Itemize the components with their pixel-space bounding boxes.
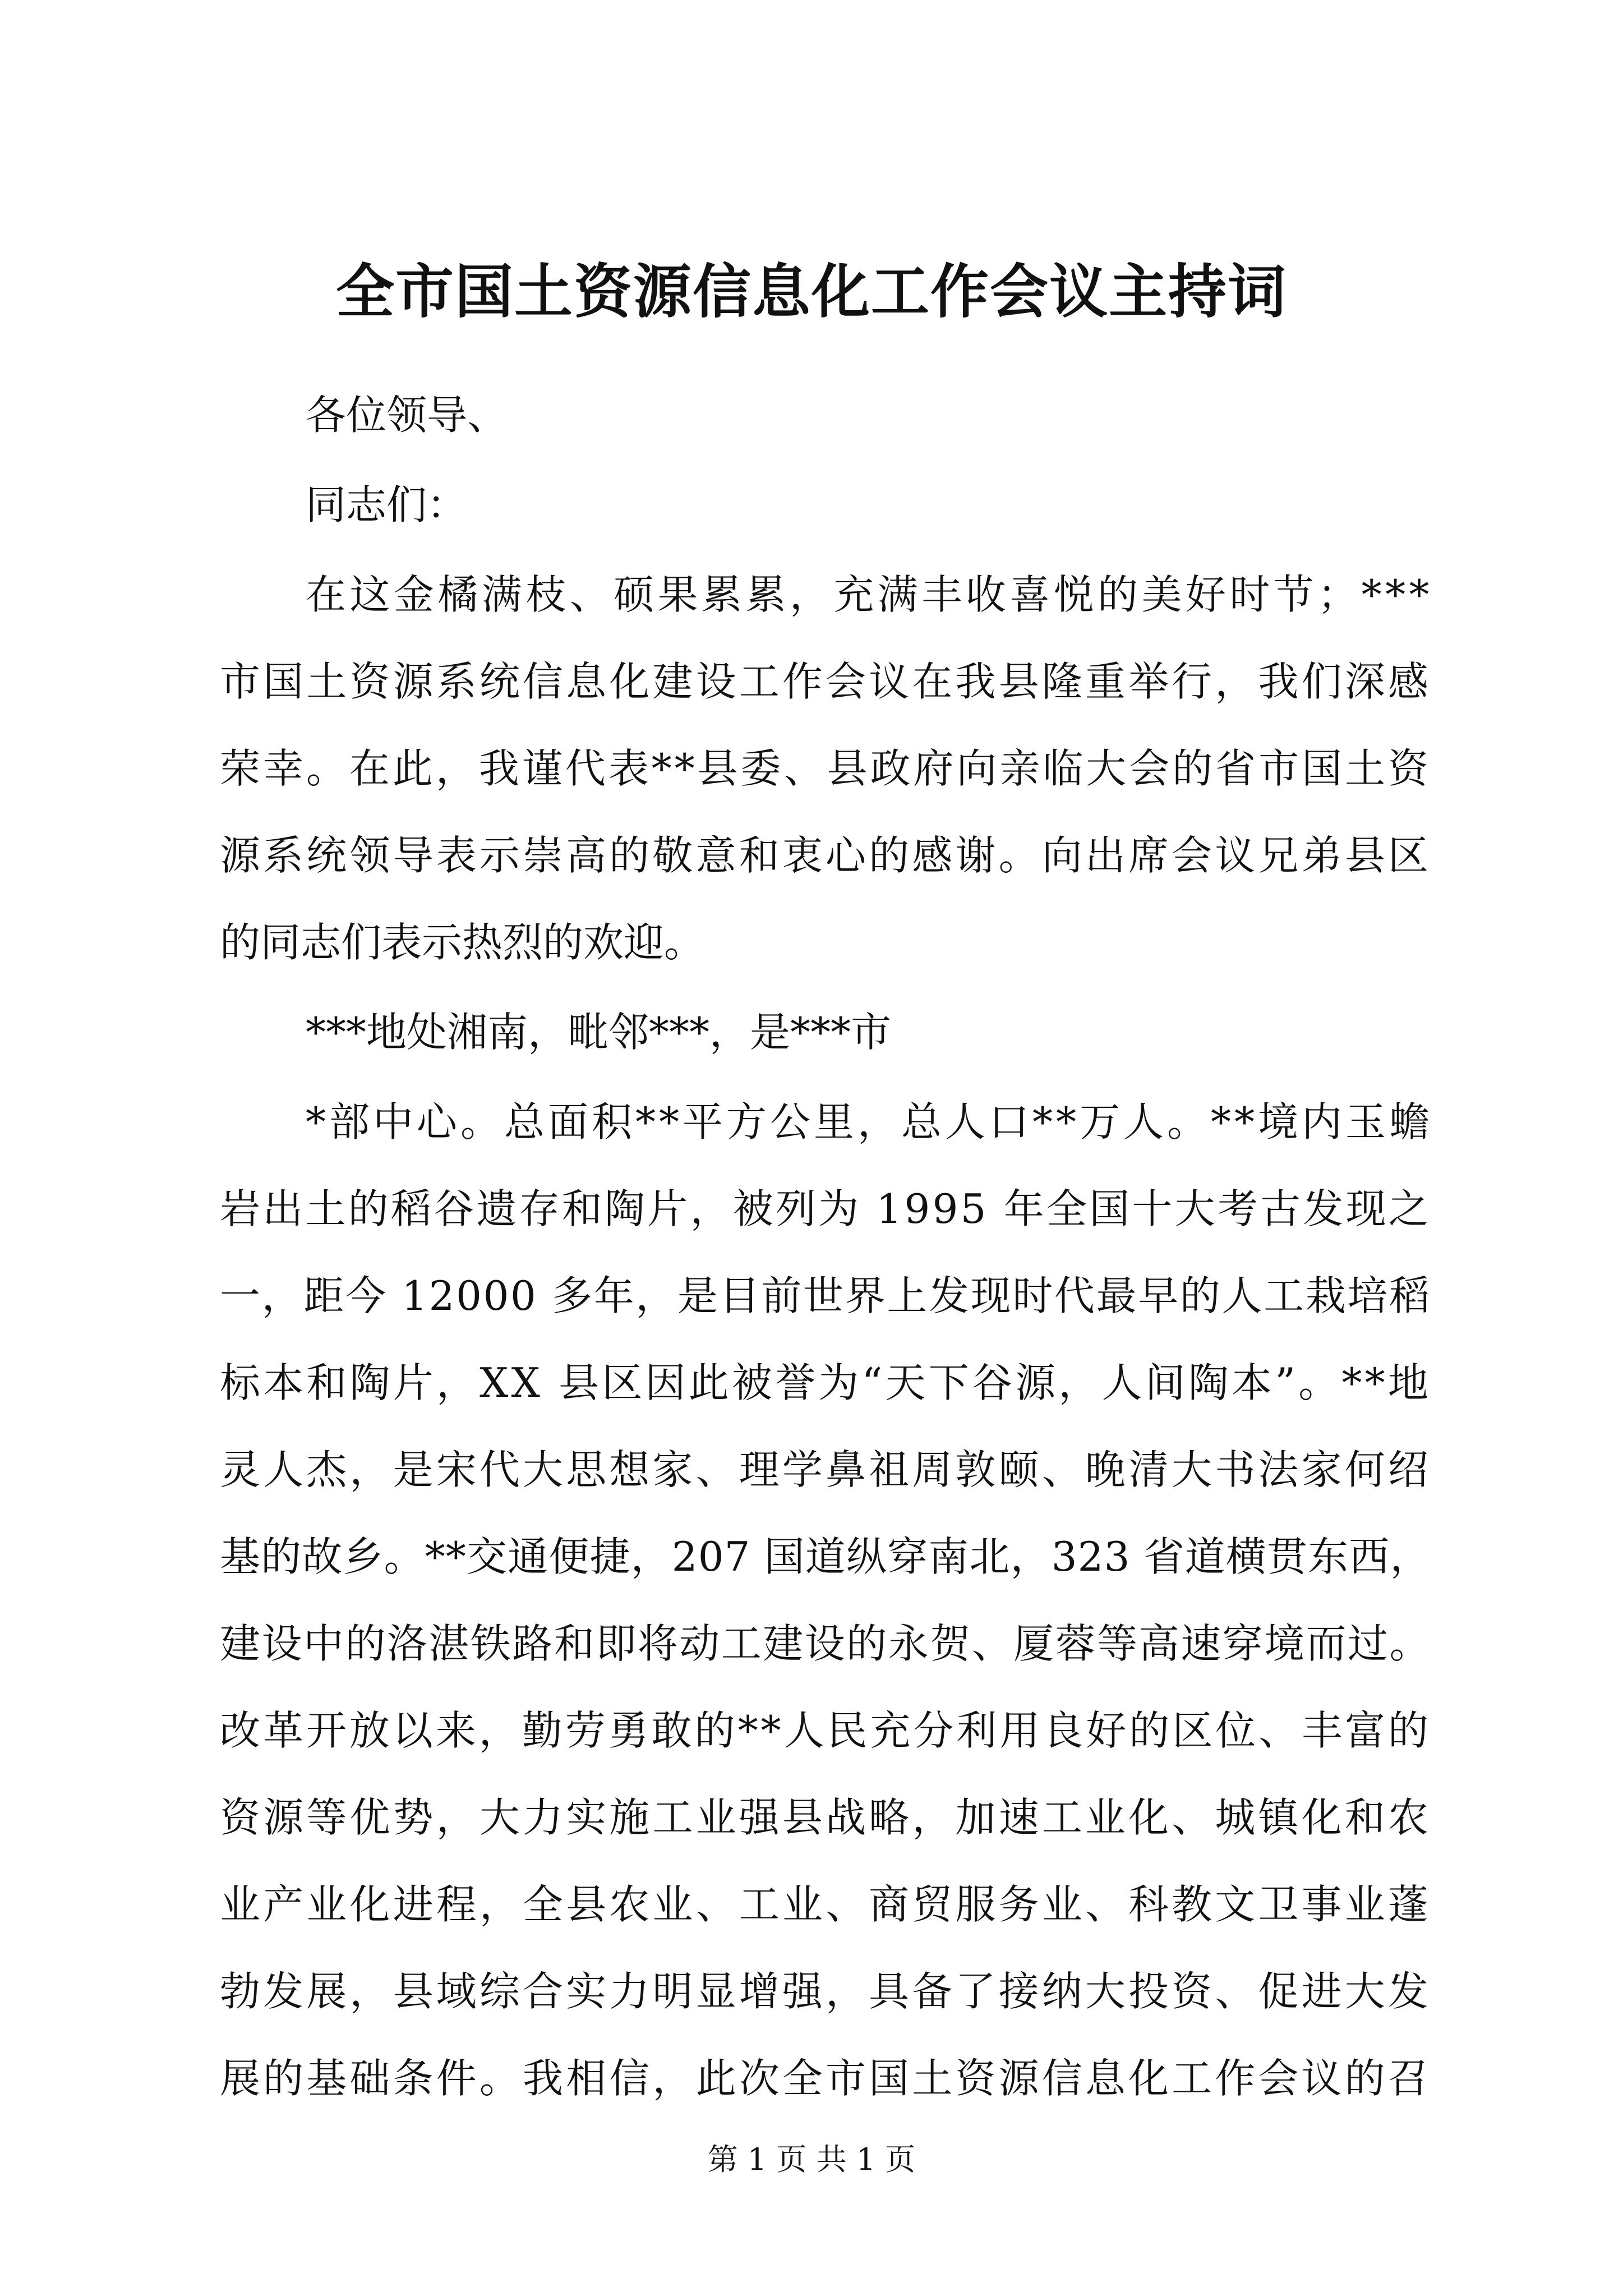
- body-line: 勃发展，县域综合实力明显增强，具备了接纳大投资、促进大发: [220, 1968, 1432, 2015]
- body-line: 建设中的洛湛铁路和即将动工建设的永贺、厦蓉等高速穿境而过。: [220, 1620, 1432, 1667]
- salutation-leaders: 各位领导、: [306, 392, 508, 439]
- body-line: 的同志们表示热烈的欢迎。: [220, 919, 705, 966]
- body-line: 源系统领导表示崇高的敬意和衷心的感谢。向出席会议兄弟县区: [220, 832, 1432, 879]
- body-line: ***地处湘南，毗邻***，是***市: [306, 1009, 892, 1056]
- body-line: 在这金橘满枝、硕果累累，充满丰收喜悦的美好时节；***: [306, 571, 1433, 618]
- body-line: 灵人杰，是宋代大思想家、理学鼻祖周敦颐、晚清大书法家何绍: [220, 1446, 1432, 1493]
- body-line: 展的基础条件。我相信，此次全市国土资源信息化工作会议的召: [220, 2055, 1432, 2102]
- page-footer: 第 1 页 共 1 页: [707, 2142, 916, 2177]
- body-line: 资源等优势，大力实施工业强县战略，加速工业化、城镇化和农: [220, 1794, 1432, 1841]
- salutation-comrades: 同志们：: [306, 481, 468, 528]
- body-line: 标本和陶片，XX 县区因此被誉为“天下谷源，人间陶本”。**地: [220, 1359, 1432, 1406]
- body-line: 改革开放以来，勤劳勇敢的**人民充分利用良好的区位、丰富的: [220, 1707, 1432, 1754]
- document-title: 全市国土资源信息化工作会议主持词: [335, 257, 1287, 326]
- body-line: 市国土资源系统信息化建设工作会议在我县隆重举行，我们深感: [220, 658, 1432, 705]
- body-line: *部中心。总面积**平方公里，总人口**万人。**境内玉蟾: [306, 1098, 1433, 1145]
- body-line: 荣幸。在此，我谨代表**县委、县政府向亲临大会的省市国土资: [220, 745, 1432, 792]
- body-line: 岩出土的稻谷遗存和陶片，被列为 1995 年全国十大考古发现之: [220, 1185, 1432, 1232]
- body-line: 基的故乡。**交通便捷，207 国道纵穿南北，323 省道横贯东西，: [220, 1533, 1431, 1580]
- body-line: 业产业化进程，全县农业、工业、商贸服务业、科教文卫事业蓬: [220, 1881, 1432, 1928]
- body-line: 一，距今 12000 多年，是目前世界上发现时代最早的人工栽培稻: [220, 1272, 1431, 1319]
